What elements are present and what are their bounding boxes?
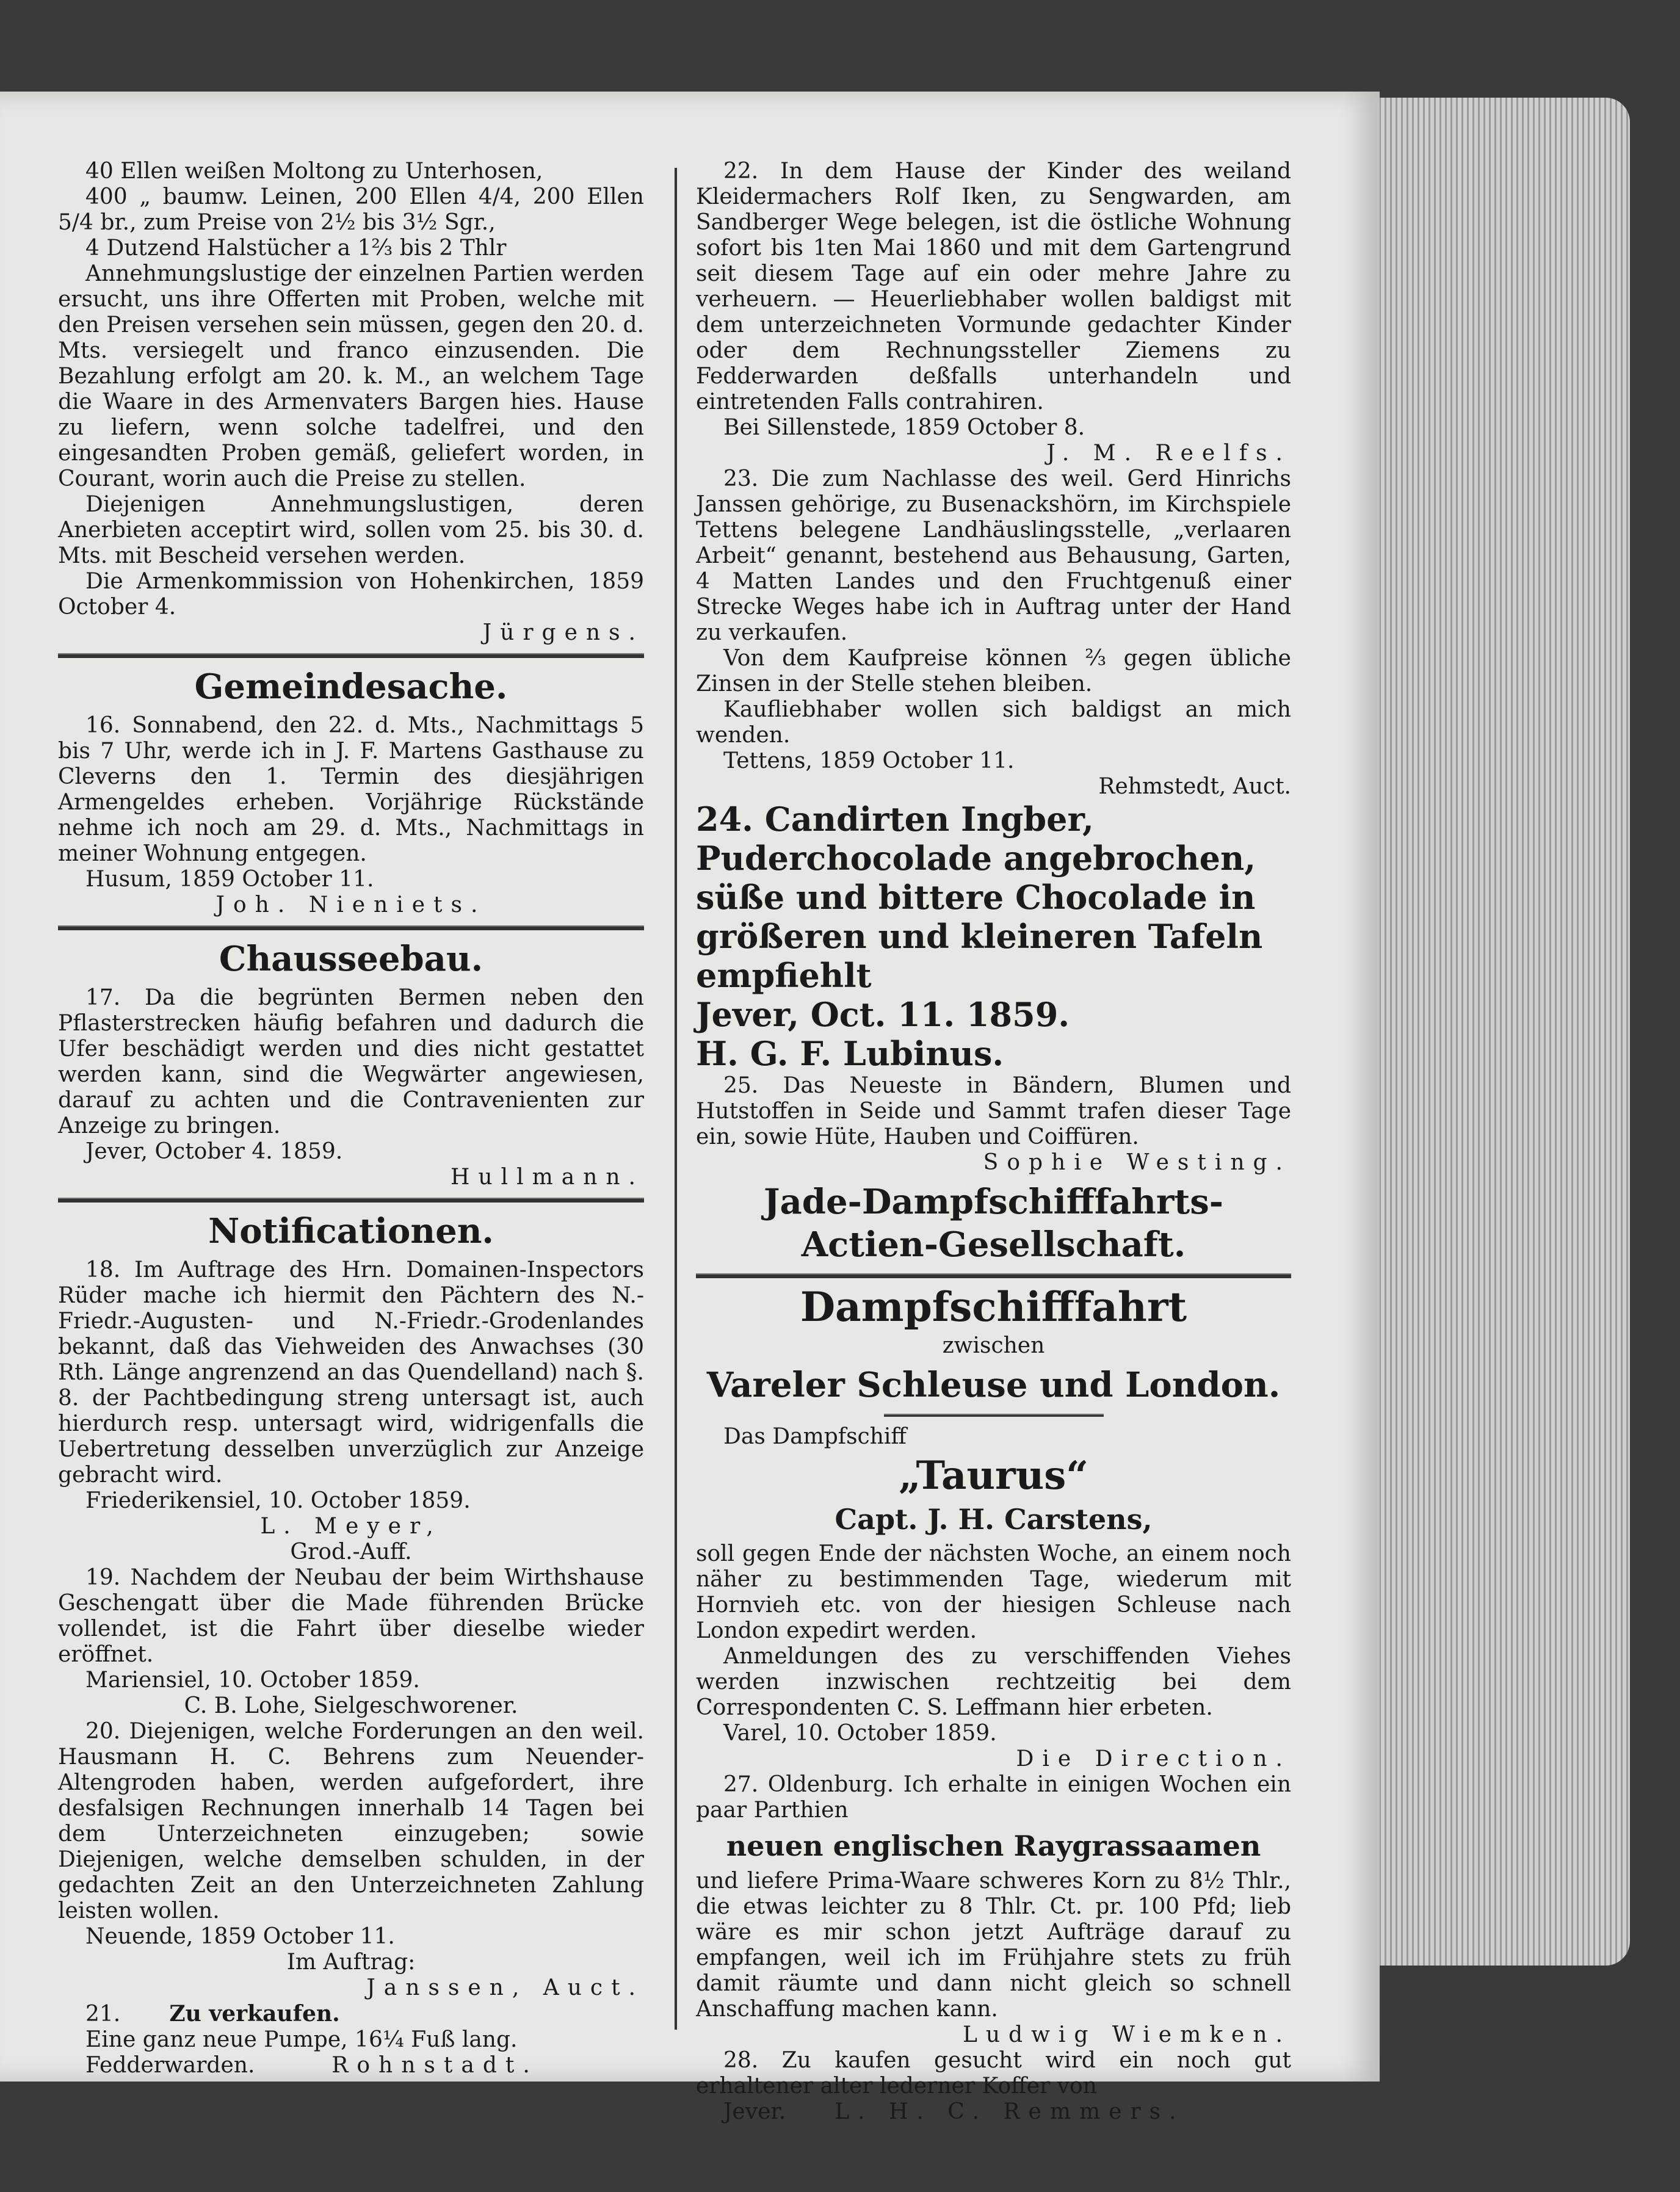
paragraph: Diejenigen Annehmungslustigen, deren Anerbieten acceptirt wird, sollen vom 25. bis 30. d. Mts. mit Bescheid versehen werden. [58,492,644,568]
text-line: 40 Ellen weißen Moltong zu Unterhosen, [85,159,543,184]
paragraph: Kaufliebhaber wollen sich baldigst an mich wenden. [696,697,1291,748]
paragraph: 16. Sonnabend, den 22. d. Mts., Nachmittags 5 bis 7 Uhr, werde ich in J. F. Martens Gasthause zu Cleverns den 1. Termin des diesjährigen Armengeldes erheben. Vorjährige Rückstände nehme ich noch am 29. d. Mts., Nachmittags in meiner Wohnung entgegen. [58,713,644,866]
place: Jever. [723,2099,786,2124]
newspaper-page [0,92,1380,2124]
text-line: Bei Sillenstede, 1859 October 8. [723,415,1085,440]
advert-text: 24. Candirten Ingber, Puderchocolade angebrochen, süße und bittere Chocolade in größeren und kleineren Tafeln empfiehlt [696,800,1263,995]
signature: Rohnstadt. [331,2053,538,2078]
signature-title: Grod.-Auff. [290,1539,412,1564]
paragraph: 27. Oldenburg. Ich erhalte in einigen Wochen ein paar Parthien [696,1772,1291,1823]
paragraph: und liefere Prima-Waare schweres Korn zu 8½ Thlr., die etwas leichter zu 8 Thlr. Ct. pr. 100 Pfd; lieb wäre es mir schon jetzt Aufträge darauf zu empfangen, weil ich im Frühjahre stets zu früh damit räumte und dann nicht gleich so schnell Anschaffung machen kann. [696,1868,1291,2022]
signature: Joh. Nieniets. [215,892,487,917]
section-heading: Gemeindesache. [194,667,508,707]
item-number: 21. [85,2002,121,2027]
signature: Rehmstedt, Auct. [1098,774,1291,799]
divider [58,1198,644,1203]
text-line [696,2099,1291,2125]
signature: Janssen, Auct. [366,1975,644,2000]
paragraph: 20. Diejenigen, welche Forderungen an den weil. Hausmann H. C. Behrens zum Neuender-Altengroden haben, werden aufgefordert, ihre desfalsigen Rechnungen innerhalb 14 Tagen bei dem Unterzeichneten einzugeben; sowie Diejenigen, welche demselben schulden, in der gedachten Zeit an den Unterzeichneten Zahlung leisten wollen. [58,1719,644,1923]
text-line: Tettens, 1859 October 11. [723,748,1015,773]
text-line: Neuende, 1859 October 11. [85,1924,395,1949]
text-line: zwischen [942,1333,1045,1358]
divider [696,1273,1291,1278]
column-divider [675,168,677,2030]
text-line [58,2053,644,2078]
captain: Capt. J. H. Carstens, [835,1503,1153,1536]
text-line: 400 „ baumw. Leinen, 200 Ellen 4/4, 200 Ellen 5/4 br., zum Preise von 2½ bis 3½ Sgr., [58,184,644,235]
signature: Sophie Westing. [983,1150,1291,1175]
text-line: Mariensiel, 10. October 1859. [85,1668,420,1693]
book-page-edges [1337,98,1630,1966]
signature: Die Direction. [1016,1746,1291,1771]
paragraph: 22. In dem Hause der Kinder des weiland Kleidermachers Rolf Iken, zu Sengwarden, am Sandberger Wege belegen, ist die östliche Wohnung sofort bis 1ten Mai 1860 und mit dem Gartengrund seit diesem Tage auf ein oder mehre Jahre zu verheuern. — Heuerliebhaber wollen baldigst mit dem unterzeichneten Vormunde gedachter Kinder oder dem Rechnungssteller Ziemens zu Fedderwarden deßfalls unterhandeln und eintretenden Falls contrahiren. [696,159,1291,414]
paragraph: Annehmungslustige der einzelnen Partien werden ersucht, uns ihre Offerten mit Proben, welche mit den Preisen versehen sein müssen, gegen den 20. d. Mts. versiegelt und franco einzusenden. Die Bezahlung erfolgt am 20. k. M., an welchem Tage die Waare in des Armenvaters Bargen hies. Hause zu liefern, wenn solche tadelfrei, und den eingesandten Proben gemäß, geliefert worden, in Courant, worin auch die Preise zu stellen. [58,261,644,491]
signature: L. Meyer, [260,1514,442,1539]
paragraph: 28. Zu kaufen gesucht wird ein noch gut erhaltener alter lederner Koffer von [696,2048,1291,2099]
section-heading: Notificationen. [208,1211,494,1251]
divider [884,1414,1104,1417]
signature: Hullmann. [450,1165,644,1190]
signature: C. B. Lohe, Sielgeschworener. [184,1693,518,1718]
item-heading: Zu verkaufen. [169,2001,340,2027]
divider [58,653,644,658]
section-heading: Chausseebau. [219,939,483,979]
paragraph: Anmeldungen des zu verschiffenden Viehes werden inzwischen rechtzeitig bei dem Correspondenten C. S. Leffmann hier erbeten. [696,1644,1291,1720]
right-column [696,159,1291,2125]
text-line: Im Auftrag: [286,1950,416,1975]
ship-name: „Taurus“ [898,1453,1089,1499]
signature: L. H. C. Remmers. [835,2099,1185,2124]
text-line [58,2001,644,2027]
place: Fedderwarden. [85,2053,255,2078]
text-line: Friederikensiel, 10. October 1859. [85,1488,471,1513]
paragraph: 23. Die zum Nachlasse des weil. Gerd Hinrichs Janssen gehörige, zu Busenackshörn, im Kirchspiele Tettens belegene Landhäuslingsstelle, „verlaaren Arbeit“ genannt, bestehend aus Behausung, Garten, 4 Matten Landes und den Fruchtgenuß einer Strecke Weges habe ich in Auftrag unter der Hand zu verkaufen. [696,466,1291,645]
paragraph: 19. Nachdem der Neubau der beim Wirthshause Geschengatt über die Made führenden Brücke vollendet, ist die Fahrt über dieselbe wieder eröffnet. [58,1565,644,1667]
advert-title: Dampfschifffahrt [800,1283,1187,1331]
text-line: Varel, 10. October 1859. [723,1721,997,1746]
advert-product: neuen englischen Raygrassaamen [726,1829,1261,1862]
paragraph: 18. Im Auftrage des Hrn. Domainen-Inspectors Rüder mache ich hiermit den Pächtern des N.-Friedr.-Augusten- und N.-Friedr.-Grodenlandes bekannt, daß das Viehweiden des Anwachses (30 Rth. Länge angrenzend an das Quendelland) nach §. 8. der Pachtbedingung streng untersagt ist, auch hierdurch resp. untersagt wird, widrigenfalls die Uebertretung desselben unverzüglich zur Anzeige gebracht wird. [58,1257,644,1488]
signature: Ludwig Wiemken. [962,2022,1291,2047]
advert-signature: H. G. F. Lubinus. [696,1034,1004,1073]
paragraph: Von dem Kaufpreise können ⅔ gegen übliche Zinsen in der Stelle stehen bleiben. [696,646,1291,696]
signature: J. M. Reelfs. [1046,441,1291,466]
paragraph: Die Armenkommission von Hohenkirchen, 1859 October 4. [58,569,644,620]
text-line: Das Dampfschiff [723,1424,907,1449]
advert-route: Vareler Schleuse und London. [706,1365,1281,1405]
text-line: Jever, October 4. 1859. [85,1139,343,1164]
left-column [58,159,644,2078]
paragraph: 25. Das Neueste in Bändern, Blumen und Hutstoffen in Seide und Sammt trafen dieser Tage ein, sowie Hüte, Hauben und Coiffüren. [696,1073,1291,1149]
text-line: Eine ganz neue Pumpe, 16¼ Fuß lang. [85,2027,518,2052]
text-line: 4 Dutzend Halstücher a 1⅔ bis 2 Thlr [85,236,507,261]
company-heading: Jade-Dampfschifffahrts-Actien-Gesellschaft. [764,1182,1223,1265]
paragraph: soll gegen Ende der nächsten Woche, an einem noch näher zu bestimmenden Tage, wiederum mit Hornvieh etc. von der hiesigen Schleuse nach London expedirt werden. [696,1541,1291,1643]
signature: Jürgens. [482,620,644,645]
text-line: Husum, 1859 October 11. [85,867,374,892]
paragraph: 17. Da die begrünten Bermen neben den Pflasterstrecken häufig befahren und dadurch die Ufer beschädigt werden und dies nicht gestattet werden kann, sind die Wegwärter angewiesen, darauf zu achten und die Contravenienten zur Anzeige zu bringen. [58,985,644,1138]
advert-place: Jever, Oct. 11. 1859. [696,995,1070,1034]
divider [58,925,644,930]
